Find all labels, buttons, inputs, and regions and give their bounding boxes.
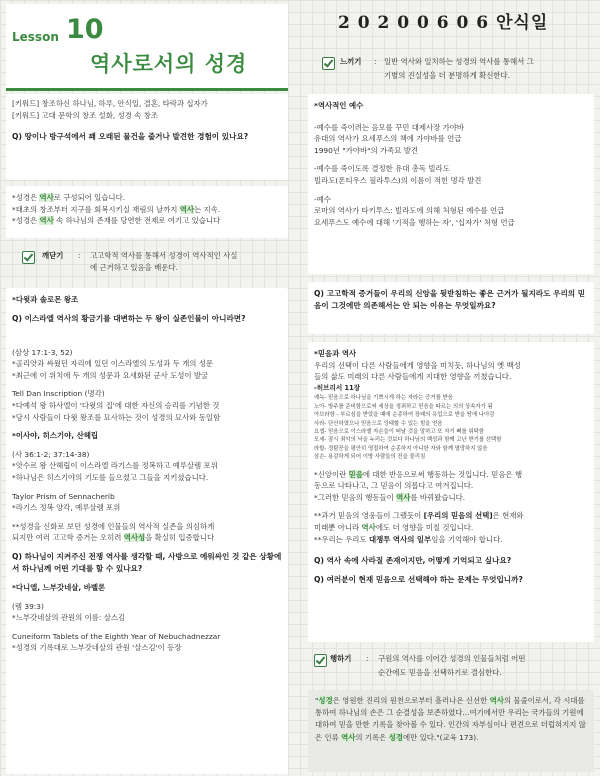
faith-card: *믿음과 역사 우리의 선택이 다른 사람들에게 영향을 미치듯, 하나님의 옛 백성 들의 삶도 미래의 다른 사람들에게 지대한 영향을 끼쳤습니다. -히브리서 11장 예녹- 믿음으로 하나님을 기쁘시게 하는 자라는 증거를 받음 노아- 방주를 준비함으로써 세상을 정죄하고 믿음을 따르는 의의 상속자가 됨 아브라함 - 부르심을 받았을 때에 순종하여 장래의 유업으로 받을 땅에 나아감 사라- 단산하였으나 믿음으로 잉태할 수 있는 힘을 얻음 요셉- 믿음으로 이스라엘 자손들이 떠날 것을 말하고 또 자기 뼈를 위탁함 모세- 잠시 죄악의 낙을 누리는 것보다 하나님의 백성과 함께 고난 받기를 선택함 라합- 정탐꾼을 평안히 영접하여 순종하지 아니한 자와 함께 멸망하지 않음 삼손- 용감하게 되어 이방 사람들의 진을 물리침 *신앙이란 믿음에 대한 반응으로써 행동하는 것입니다. 믿음은 행 동으로 나타나고, 그 믿음이 의롭다고 여겨집니다. *그러한 믿음의 행동들이 역사를 바꿔왔습니다. **과거 믿음의 영웅들이 그랬듯이 [우리의 믿음의 선택]은 현재와 미래뿐 아니라 역사에도 더 영향을 미칠 것입니다. **우리는 우리도 대쟁투 역사의 일부임을 기억해야 합니다. Q) 역사 속에 사라질 존재이지만, 어떻게 기억되고 싶나요? Q) 여러분이 현재 믿음으로 선택해야 하는 문제는 무엇입니까? bbox=[308, 342, 594, 642]
realize-text: 고고학적 역사를 통해서 성경이 역사적인 사실 bbox=[90, 251, 238, 260]
list-item: 요셉- 믿음으로 이스라엘 자손들이 떠날 것을 말하고 또 자기 뼈를 위탁함 bbox=[314, 429, 485, 435]
keyword-line: [키워드] 창조하신 하나님, 하루, 안식일, 결혼, 타락과 십자가 bbox=[12, 99, 208, 108]
realize-text: 에 근거하고 있음을 배운다. bbox=[90, 263, 178, 272]
list-item: 노아- 방주를 준비함으로써 세상을 정죄하고 믿음을 따르는 의의 상속자가 됨 bbox=[314, 403, 493, 410]
question-5: Q) 역사 속에 사라질 존재이지만, 어떻게 기억되고 싶나요? bbox=[314, 556, 512, 566]
question-4: Q) 고고학적 증거들이 우리의 신앙을 뒷받침하는 좋은 근거가 될지라도 우리의 믿음이 그것에만 의존해서는 안 되는 이유는 무엇일까요? bbox=[314, 289, 586, 310]
act-text: 순간에도 믿음을 선택하기로 결심한다. bbox=[378, 668, 502, 677]
feel-text: 일반 역사와 일치하는 성경의 역사를 통해서 그 bbox=[384, 57, 534, 66]
list-item: 사라- 단산하였으나 믿음으로 잉태할 수 있는 힘을 얻음 bbox=[314, 420, 443, 427]
section-heading: *믿음과 역사 bbox=[314, 349, 357, 358]
page-title: 역사로서의 성경 bbox=[90, 52, 248, 76]
note-line: *태초의 창조부터 지구를 회복시키실 재림의 날까지 역사는 지속. bbox=[12, 204, 221, 214]
list-item: 아브라함 - 부르심을 받았을 때에 순종하여 장래의 유업으로 받을 땅에 나아감 bbox=[314, 412, 495, 419]
notes-card-1 bbox=[6, 186, 288, 238]
realize-box: 깨닫기 : 고고학적 역사를 통해서 성경이 역사적인 사실 에 근거하고 있음을 배운다. bbox=[12, 246, 288, 280]
feel-box: 느끼기 : 일반 역사와 일치하는 성경의 역사를 통해서 그 기별의 진실성을 더 분명하게 확신한다. bbox=[308, 52, 594, 86]
handwritten-date: 2 0 2 0 0 6 0 6 안식일 bbox=[338, 13, 549, 33]
question-2: Q) 이스라엘 역사의 황금기를 대변하는 두 왕이 실존인물이 아니라면? bbox=[12, 313, 246, 323]
section-heading: *역사적인 예수 bbox=[314, 101, 364, 110]
list-item: 예녹- 믿음으로 하나님을 기쁘시게 하는 자라는 증거를 받음 bbox=[314, 395, 453, 402]
lesson-number: 10 bbox=[66, 14, 104, 45]
question-1: Q) 땅이나 방구석에서 꽤 오래된 물건을 줍거나 발견한 경험이 있나요? bbox=[12, 132, 249, 142]
checkbox-icon bbox=[314, 654, 327, 667]
history-notes-card: *다윗과 솔로몬 왕조 Q) 이스라엘 역사의 황금기를 대변하는 두 왕이 실존인물이 아니라면? (삼상 17:1-3, 52) *골리앗과 싸웠던 자리에 있던 이스라엘의 도성과 두 개의 성문 *최근에 이 위치에 두 개의 성문과 요새화된 군사 도성이 발굴 Tell Dan Inscription (명각) *다예석 왕 하사엘이 '다윗의 집'에 대한 자신의 승리를 기념한 것 *당시 사람들이 다윗 왕조를 묘사하는 것이 성경의 묘사와 동일함 *이사야, 히스기야, 산헤립 (사 36:1-2; 37:14-38) *앗수르 왕 산헤립이 이스라엘 라기스를 정복하고 예루살렘 포위 *하나님은 히스기야의 기도를 들으셨고 그들을 지키셨습니다. Taylor Prism of Sennacherib *라기스 정복 양각, 예루살렘 포위 **성경을 신화로 보던 성경에 인물들의 역사적 실존을 의심하게 되지만 여러 고고학 증거는 오히려 역사성을 확실히 입증합니다 Q) 하나님이 지켜주신 전쟁 역사를 생각할 때, 사방으로 에워싸인 것 같은 상황에서 하나님께 어떤 기대를 할 수 있나요? *다니엘, 느부갓네살, 바벨론 (렘 39:3) *느부갓네살의 관원의 이름: 살스김 Cuneiform Tablets of the Eighth Year of Nebuchadnezzar *성경의 기록대로 느부갓네살의 관원 '살스김'이 등장 bbox=[6, 288, 288, 774]
question-6: Q) 여러분이 현재 믿음으로 선택해야 하는 문제는 무엇입니까? bbox=[314, 575, 523, 585]
section-heading: *다윗과 솔로몬 왕조 bbox=[12, 295, 79, 304]
keywords-card bbox=[6, 94, 288, 180]
feel-label: 느끼기 bbox=[340, 57, 362, 66]
note-line: *성경은 역사로 구성되어 있습니다. bbox=[12, 193, 126, 202]
lesson-header bbox=[6, 4, 288, 91]
lesson-label: Lesson bbox=[12, 30, 59, 44]
jesus-card: *역사적인 예수 -예수를 죽이려는 음모를 꾸민 대제사장 가야바 유대의 역사가 요세푸스의 책에 가야바를 언급 1990년 "가야바"의 가족묘 발견 -예수를 죽이도록 결정한 유대 총독 빌라도 빌라도(폰티우스 필라투스)의 이름이 적힌 명각 발견 -예수 로마의 역사가 타키투스: 빌라도에 의해 처형된 예수를 언급 요세푸스도 예수에 대해 '기적을 행하는 자', '십자가' 처형 언급 bbox=[308, 94, 594, 274]
list-item: 삼손- 용감하게 되어 이방 사람들의 진을 물리침 bbox=[314, 454, 426, 461]
list-item: 라합- 정탐꾼을 평안히 영접하여 순종하지 아니한 자와 함께 멸망하지 않음 bbox=[314, 445, 488, 452]
section-heading: *이사야, 히스기야, 산헤립 bbox=[12, 431, 99, 441]
note-line: *성경은 역사 속 하나님의 존재를 당연한 전제로 여기고 있습니다 bbox=[12, 216, 221, 226]
section-heading: *다니엘, 느부갓네살, 바벨론 bbox=[12, 582, 106, 592]
hebrews-list bbox=[314, 394, 588, 461]
keyword-line: [키워드] 고대 문학의 창조 설화, 성경 속 창조 bbox=[12, 110, 158, 120]
quote-box: "성경은 영원한 진리의 원천으로부터 흘러나온 신선한 역사의 물줄이로서, 각 시대를 통하여 하나님의 손은 그 순결성을 보존하였다...여기에서만 우리는 국가들의 기원에 대하여 믿을 만한 기록을 찾아볼 수 있다. 인간의 자부심이나 편견으로 더럽혀지지 않은 인류 역사의 기록은 성경에만 있다."(교육 173). bbox=[308, 690, 594, 772]
question-3: Q) 하나님이 지켜주신 전쟁 역사를 생각할 때, 사방으로 에워싸인 것 같은 상황에서 하나님께 어떤 기대를 할 수 있나요? bbox=[12, 551, 282, 573]
act-label: 행하기 bbox=[330, 654, 352, 663]
question-card bbox=[308, 282, 594, 334]
act-box: 행하기 : 구원의 역사를 이어간 성경의 인물들처럼 어떤 순간에도 믿음을 선택하기로 결심한다. bbox=[308, 650, 594, 684]
list-item: 모세- 잠시 죄악의 낙을 누리는 것보다 하나님의 백성과 함께 고난 받기를 선택함 bbox=[314, 437, 502, 444]
realize-label: 깨닫기 bbox=[42, 251, 64, 260]
feel-text: 기별의 진실성을 더 분명하게 확신한다. bbox=[384, 71, 510, 80]
checkbox-icon bbox=[22, 251, 35, 264]
act-text: 구원의 역사를 이어간 성경의 인물들처럼 어떤 bbox=[378, 654, 526, 663]
checkbox-icon bbox=[322, 57, 335, 70]
